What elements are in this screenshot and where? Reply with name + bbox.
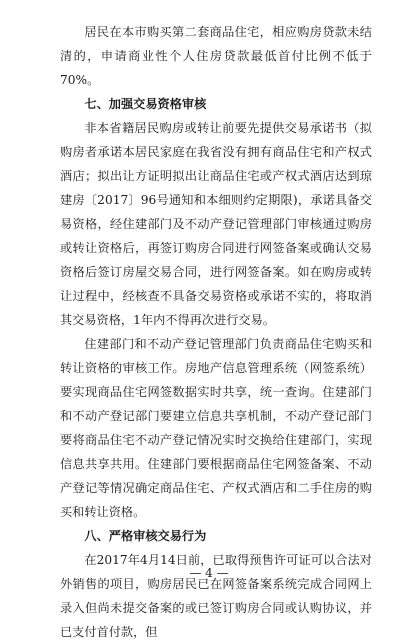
- section-7-heading: 七、加强交易资格审核: [84, 97, 207, 111]
- intro-paragraph: 居民在本市购买第二套商品住宅，相应购房贷款未结清的，申请商业性个人住房贷款最低首付比例不低于70%。: [60, 25, 372, 87]
- section-7-paragraph-1: 非本省籍居民购房或转让前要先提供交易承诺书（拟购房者承诺本居民家庭在我省没有拥有商品住宅和产权式酒店；拟出让方证明拟出让商品住宅或产权式酒店达到琼建房〔2017〕96号通知和本细则约定期限)，承诺具备交易资格，经住建部门及不动产登记管理部门审核通过购房或转让资格后，再签订购房合同进行网签备案或确认交易资格后签订房屋交易合同，进行网签备案。如在购房或转让过程中，经核查不具备交易资格或承诺不实的，将取消其交易资格，1年内不得再次进行交易。: [60, 121, 372, 327]
- page-number: — 4 —: [189, 566, 229, 580]
- section-7-paragraph-2: 住建部门和不动产登记管理部门负责商品住宅购买和转让资格的审核工作。房地产信息管理系统（网签系统）要实现商品住宅网签数据实时共享，统一查询。住建部门和不动产登记部门要建立信息共享机制，不动产登记部门要将商品住宅不动产登记情况实时交换给住建部门，实现信息共享共用。住建部门要根据商品住宅网签备案、不动产登记等情况确定商品住宅、产权式酒店和二手住房的购买和转让资格。: [60, 337, 372, 519]
- section-8-paragraph: 在2017年4月14日前，已取得预售许可证可以合法对外销售的项目，购房居民已在网签备案系统完成合同网上录入但尚未提交备案的或已签订购房合同或认购协议，并已支付首付款，但: [60, 553, 372, 639]
- document-body: [60, 20, 372, 644]
- section-8-heading: 八、严格审核交易行为: [84, 529, 207, 543]
